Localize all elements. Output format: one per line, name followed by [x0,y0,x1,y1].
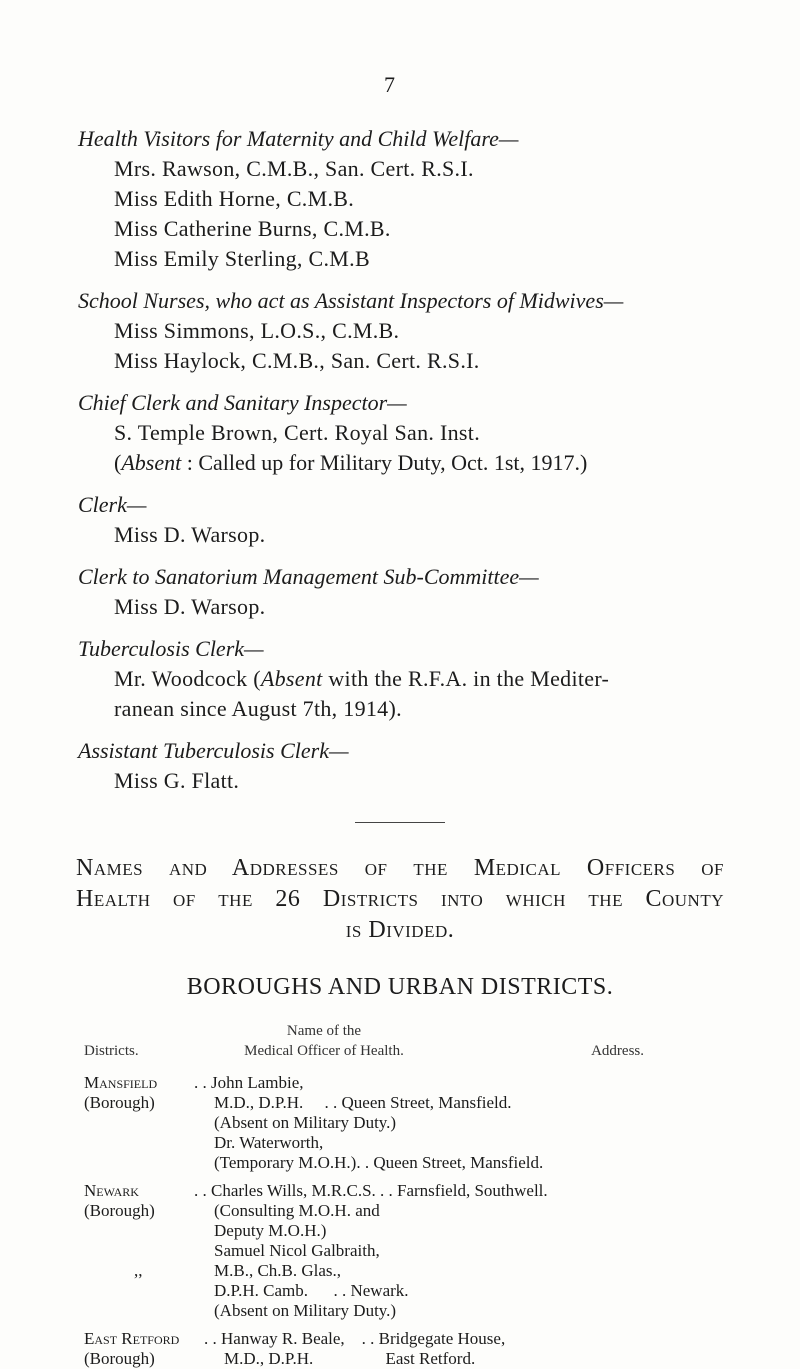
district-sub: (Borough) [84,1093,155,1112]
district-name: Mansfield [84,1073,158,1092]
officer-line: (Absent on Military Duty.) [214,1301,397,1320]
section-heading: Clerk— [78,492,147,517]
officer-line: (Consulting M.O.H. and [214,1201,380,1220]
officer-line: . . Hanway R. Beale, . . Bridgegate House, [204,1329,506,1348]
staff-entry: Miss Haylock, C.M.B., San. Cert. R.S.I. [114,348,480,373]
section-heading: Health Visitors for Maternity and Child Welfare— [78,126,519,151]
subtitle: BOROUGHS AND URBAN DISTRICTS. [186,974,614,1000]
staff-entry: Miss D. Warsop. [114,522,266,547]
officer-line: M.D., D.P.H. . . Queen Street, Mansfield. [214,1093,512,1112]
officer-line: M.B., Ch.B. Glas., [214,1261,342,1280]
staff-name: Mr. Woodcock [114,666,248,691]
title-line: is Divided. [345,917,455,943]
section-assistant-tuberculosis-clerk [0,736,800,796]
column-header-name-line2: Medical Officer of Health. [244,1043,404,1059]
staff-entry: Miss D. Warsop. [114,594,266,619]
staff-entry: S. Temple Brown, Cert. Royal San. Inst. [114,420,481,445]
section-heading: Tuberculosis Clerk— [78,636,264,661]
staff-entry: Miss Emily Sterling, C.M.B [114,246,370,271]
column-header-name [204,1021,444,1061]
section-heading: Assistant Tuberculosis Clerk— [78,738,349,763]
section-heading: Clerk to Sanatorium Management Sub-Committee— [78,564,539,589]
officer-line: (Absent on Military Duty.) [214,1113,397,1132]
section-title [76,853,724,946]
officer-line: . . Charles Wills, M.R.C.S. . . Farnsfield, Southwell. [194,1181,548,1200]
absent-label: Absent [121,450,182,475]
staff-entry: Miss Simmons, L.O.S., C.M.B. [114,318,400,343]
officer-line: M.D., D.P.H. East Retford. [224,1349,476,1368]
officer-cell [194,1329,728,1369]
note-text: : Called up for Military Duty, Oct. 1st, 1917.) [181,450,588,475]
note-text: with the R.F.A. in the Mediter- [322,666,610,691]
ditto-mark: ,, [134,1261,143,1280]
divider [355,822,445,823]
staff-entry: Miss G. Flatt. [114,768,240,793]
section-school-nurses [0,286,800,376]
page-number: 7 [384,72,395,97]
officer-line: Samuel Nicol Galbraith, [214,1241,380,1260]
note-open: ( [247,666,261,691]
district-sub: (Borough) [84,1349,155,1368]
officer-line: Deputy M.O.H.) [214,1221,327,1240]
staff-entry: Mrs. Rawson, C.M.B., San. Cert. R.S.I. [114,156,474,181]
section-chief-clerk [0,388,800,478]
table-row [84,1181,728,1321]
officer-line: Dr. Waterworth, [214,1133,324,1152]
section-tuberculosis-clerk [0,634,800,724]
absence-note [114,448,800,478]
staff-entry: Miss Edith Horne, C.M.B. [114,186,355,211]
note-open: ( [114,450,122,475]
officer-cell [194,1073,728,1173]
officer-line: . . John Lambie, [194,1073,304,1092]
staff-list [0,124,800,1369]
section-sanatorium-clerk [0,562,800,622]
section-heading: Chief Clerk and Sanitary Inspector— [78,390,407,415]
column-header-districts: Districts. [84,1043,139,1059]
table-row [84,1073,728,1173]
staff-entry-continued: ranean since August 7th, 1914). [114,696,402,721]
district-sub: (Borough) [84,1201,155,1220]
section-clerk [0,490,800,550]
section-heading: School Nurses, who act as Assistant Inspectors of Midwives— [78,288,624,313]
table-row [84,1329,728,1369]
staff-entry [114,664,800,694]
section-health-visitors [0,124,800,274]
district-name: Newark [84,1181,139,1200]
column-header-address: Address. [591,1043,644,1059]
district-cell [84,1073,194,1173]
district-cell [84,1181,194,1321]
district-cell [84,1329,194,1369]
absent-label: Absent [260,666,323,691]
district-name: East Retford [84,1329,180,1348]
officer-cell [194,1181,728,1321]
officer-line: (Temporary M.O.H.). . Queen Street, Mansfield. [214,1153,544,1172]
staff-entry: Miss Catherine Burns, C.M.B. [114,216,391,241]
medical-officers-table [84,1021,728,1369]
table-header [84,1021,728,1061]
column-header-name-line1: Name of the [286,1023,362,1039]
title-line: Health of the 26 Districts into which the County [76,886,724,912]
officer-line: D.P.H. Camb. . . Newark. [214,1281,409,1300]
title-line: Names and Addresses of the Medical Officers of [76,855,724,881]
